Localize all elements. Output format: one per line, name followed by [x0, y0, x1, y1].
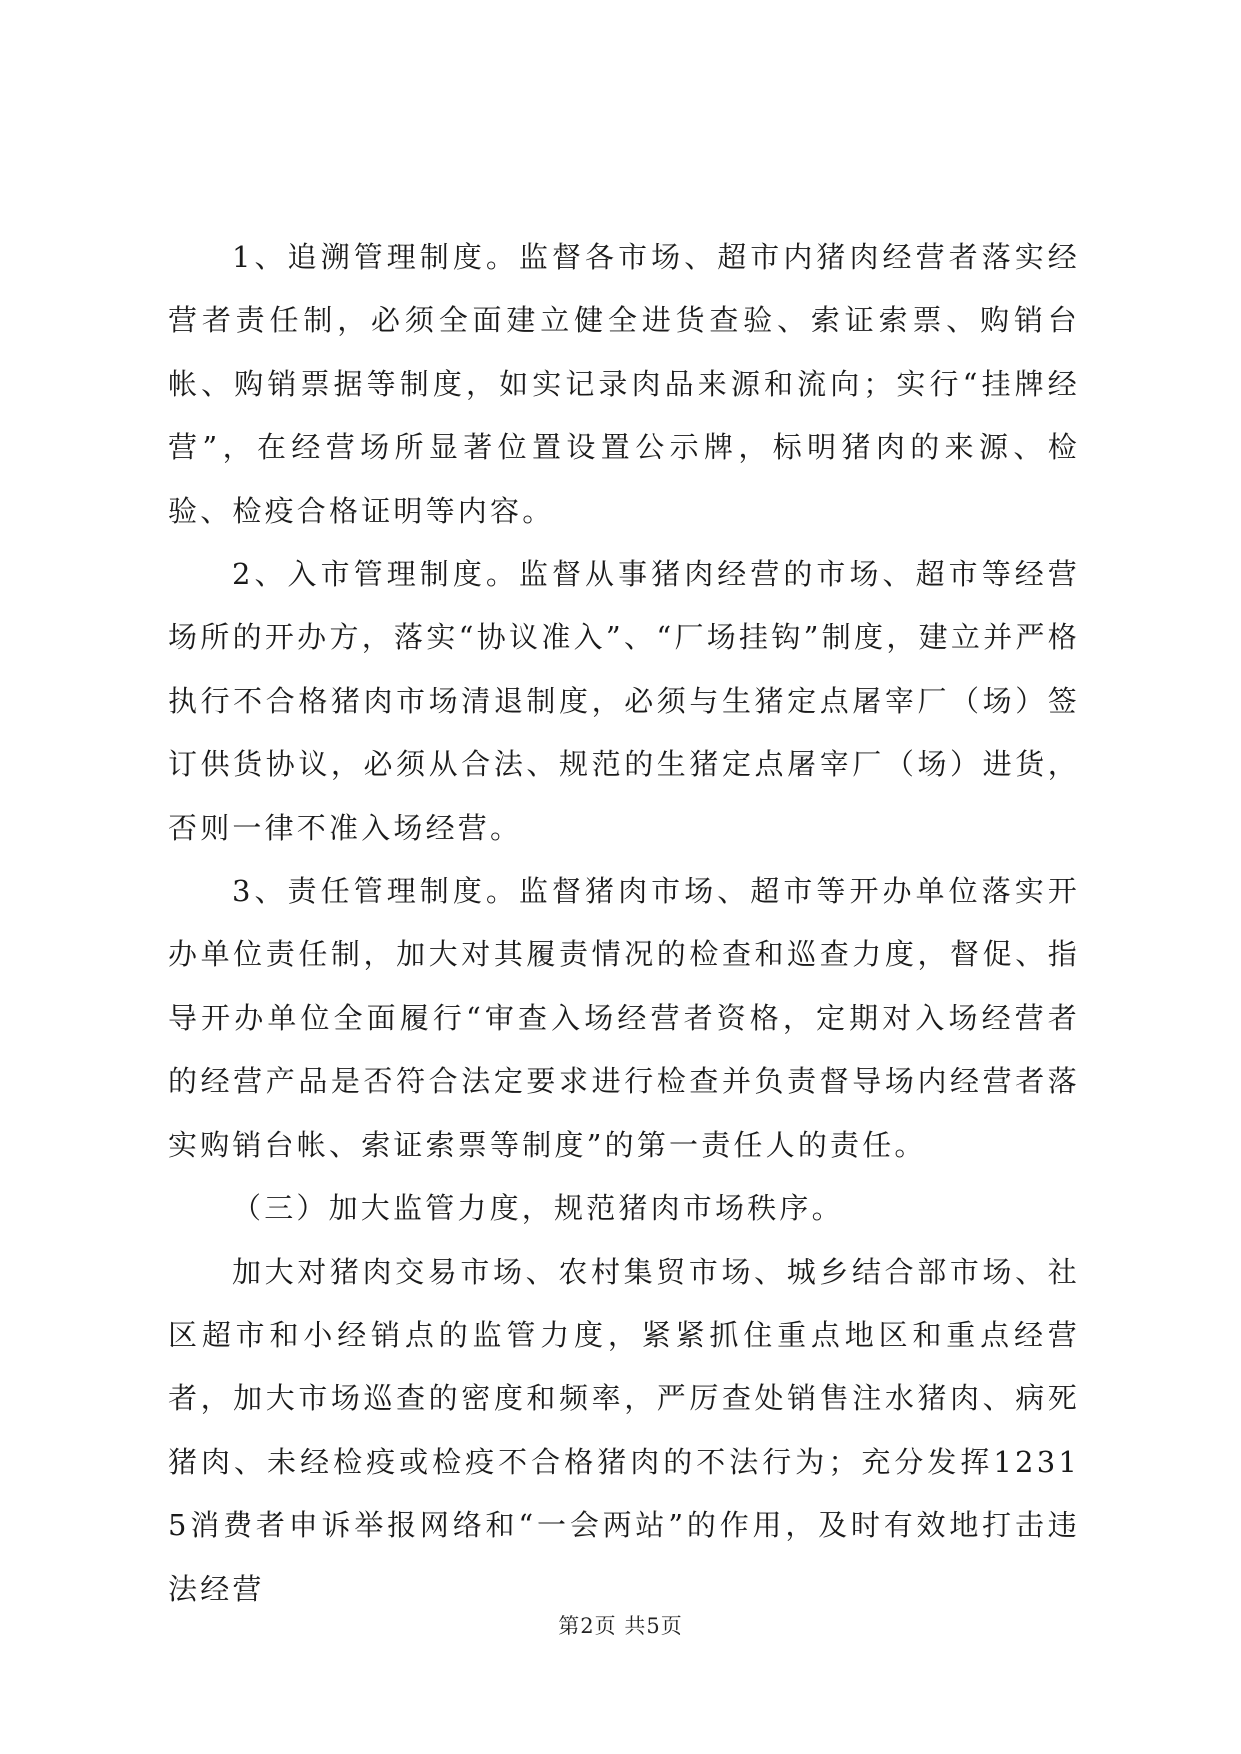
paragraph-supervision-measures: 加大对猪肉交易市场、农村集贸市场、城乡结合部市场、社区超市和小经销点的监管力度，紧紧抓住重点地区和重点经营者，加大市场巡查的密度和频率，严厉查处销售注水猪肉、病死猪肉、未经检疫或检疫不合格猪肉的不法行为；充分发挥12315消费者申诉举报网络和“一会两站”的作用，及时有效地打击违法经营	[168, 1254, 1080, 1606]
document-body	[168, 226, 1080, 1621]
paragraph-responsibility-system: 3、责任管理制度。监督猪肉市场、超市等开办单位落实开办单位责任制，加大对其履责情况的检查和巡查力度，督促、指导开办单位全面履行“审查入场经营者资格，定期对入场经营者的经营产品是否符合法定要求进行检查并负责督导场内经营者落实购销台帐、索证索票等制度”的第一责任人的责任。	[168, 874, 1080, 1162]
paragraph-traceability-system: 1、追溯管理制度。监督各市场、超市内猪肉经营者落实经营者责任制，必须全面建立健全进货查验、索证索票、购销台帐、购销票据等制度，如实记录肉品来源和流向；实行“挂牌经营”，在经营场所显著位置设置公示牌，标明猪肉的来源、检验、检疫合格证明等内容。	[168, 240, 1080, 528]
section-heading-supervision: （三）加大监管力度，规范猪肉市场秩序。	[232, 1191, 844, 1226]
paragraph-market-entry-system: 2、入市管理制度。监督从事猪肉经营的市场、超市等经营场所的开办方，落实“协议准入”、“厂场挂钩”制度，建立并严格执行不合格猪肉市场清退制度，必须与生猪定点屠宰厂（场）签订供货协议，必须从合法、规范的生猪定点屠宰厂（场）进货，否则一律不准入场经营。	[168, 557, 1080, 845]
page-number-footer: 第2页 共5页	[558, 1614, 683, 1638]
